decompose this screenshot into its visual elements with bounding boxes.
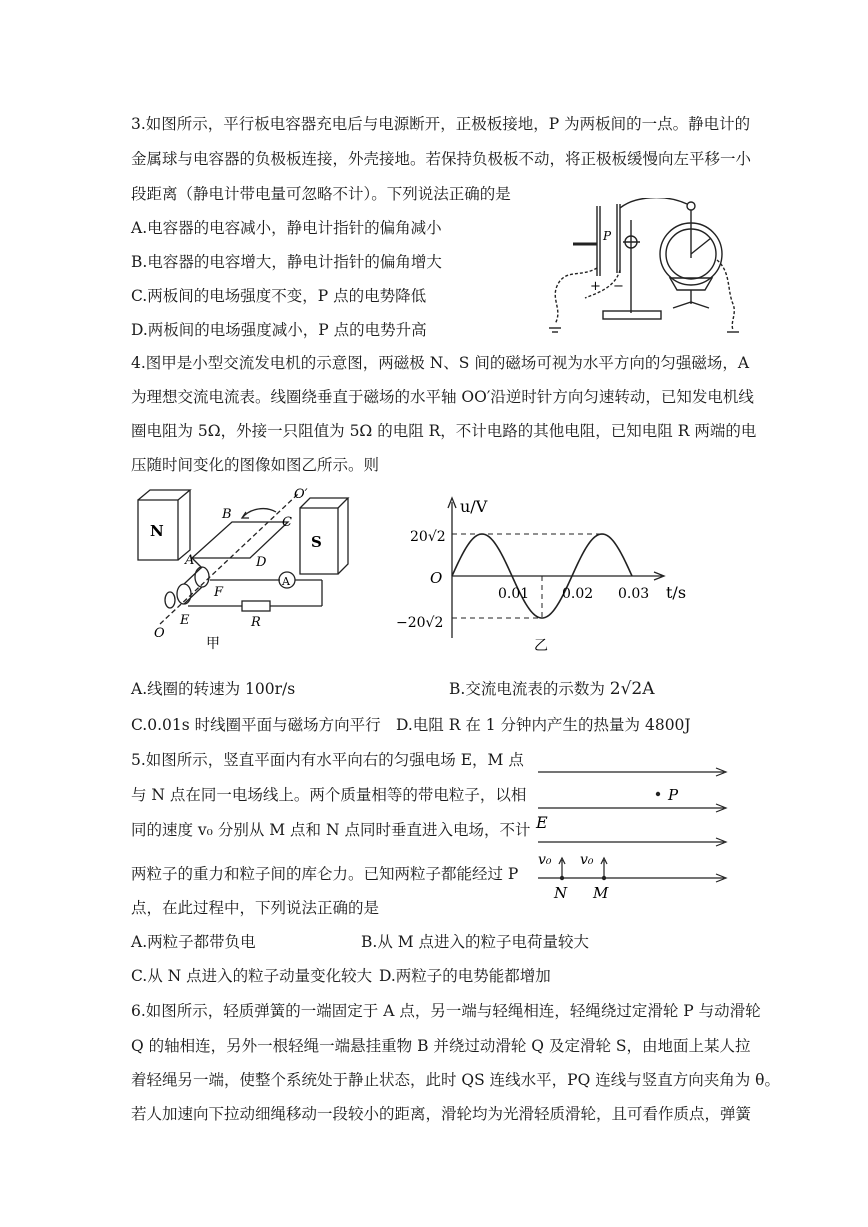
q3-plus-sign: +: [590, 279, 601, 294]
q3-point-p: P: [603, 229, 612, 243]
q4-line-1: 4.图甲是小型交流发电机的示意图，两磁极 N、S 间的磁场可视为水平方向的匀强磁场，A: [131, 354, 750, 372]
q4-line-4: 压随时间变化的图像如图乙所示。则: [131, 456, 380, 474]
q5-option-a: A.两粒子都带负电: [131, 933, 256, 951]
q5-option-d: D.两粒子的电势能都增加: [379, 967, 551, 985]
q4-option-a: A.线圈的转速为 100r/s: [131, 680, 296, 698]
q4-line-3: 圈电阻为 5Ω，外接一只阻值为 5Ω 的电阻 R，不计电路的其他电阻，已知电阻 R 两端的电: [131, 422, 757, 440]
q4-option-b: [449, 679, 655, 699]
axis-o-prime-label: O′: [294, 487, 308, 502]
q3-line-2: 金属球与电容器的负极板连接，外壳接地。若保持负极板不动，将正极板缓慢向左平移一小: [131, 150, 752, 168]
q4-option-b-value: 2√2A: [609, 679, 655, 699]
velocity-n-label: v₀: [538, 852, 552, 868]
q5-line-3: 同的速度 v₀ 分别从 M 点和 N 点同时垂直进入电场，不计: [131, 821, 531, 839]
brush-e-label: E: [180, 613, 190, 628]
velocity-m-label: v₀: [580, 852, 594, 868]
coil-c-label: C: [282, 515, 292, 530]
x-tick-3: 0.03: [618, 586, 650, 602]
q5-line-4: 两粒子的重力和粒子间的库仑力。已知两粒子都能经过 P: [131, 865, 519, 883]
point-m-label: M: [593, 884, 609, 902]
point-p-label: P: [668, 786, 679, 804]
q3-line-3: 段距离（静电计带电量可忽略不计）。下列说法正确的是: [131, 185, 511, 203]
point-n-label: N: [554, 884, 568, 902]
q5-option-c: C.从 N 点进入的粒子动量变化较大: [131, 967, 373, 985]
q6-line-3: 着轻绳另一端，使整个系统处于静止状态，此时 QS 连线水平，PQ 连线与竖直方向夹角为 θ。: [131, 1071, 781, 1089]
q6-line-1: 6.如图所示，轻质弹簧的一端固定于 A 点，另一端与轻绳相连，轻绳绕过定滑轮 P 与动滑轮: [131, 1002, 761, 1020]
q5-line-2: 与 N 点在同一电场线上。两个质量相等的带电粒子，以相: [131, 786, 527, 804]
figure-yi-caption: 乙: [534, 638, 548, 654]
coil-d-label: D: [256, 555, 267, 570]
q6-line-2: Q 的轴相连，另外一根轻绳一端悬挂重物 B 并绕过动滑轮 Q 及定滑轮 S，由地面上某人拉: [131, 1037, 751, 1055]
q4-option-d: D.电阻 R 在 1 分钟内产生的热量为 4800J: [396, 716, 691, 734]
axis-o-label: O: [154, 626, 165, 641]
y-axis-label: u/V: [460, 497, 488, 516]
y-tick-bottom: −20√2: [396, 615, 444, 631]
coil-b-label: B: [222, 507, 232, 522]
resistor-r-label: R: [251, 615, 261, 630]
ammeter-label: A: [282, 575, 290, 588]
coil-a-label: A: [185, 553, 195, 568]
q3-figure: [545, 198, 745, 338]
origin-label: O: [430, 569, 443, 587]
q3-option-b: B.电容器的电容增大，静电计指针的偏角增大: [131, 253, 442, 271]
magnet-s-label: S: [311, 533, 322, 551]
q3-minus-sign: −: [613, 279, 624, 294]
q5-line-5: 点，在此过程中，下列说法正确的是: [131, 899, 380, 917]
q4-option-c: C.0.01s 时线圈平面与磁场方向平行: [131, 716, 381, 734]
q4-line-2: 为理想交流电流表。线圈绕垂直于磁场的水平轴 OO′沿逆时针方向匀速转动，已知发电机线: [131, 388, 754, 406]
q3-line-1: 3.如图所示，平行板电容器充电后与电源断开，正极板接地，P 为两板间的一点。静电计的: [131, 115, 751, 133]
x-tick-2: 0.02: [562, 586, 594, 602]
y-tick-top: 20√2: [410, 529, 446, 545]
q5-option-b: B.从 M 点进入的粒子电荷量较大: [361, 933, 590, 951]
q3-option-d: D.两板间的电场强度减小，P 点的电势升高: [131, 321, 427, 339]
q4-option-b-text: B.交流电流表的示数为: [449, 680, 610, 698]
field-e-label: E: [536, 813, 548, 832]
figure-jia-caption: 甲: [206, 636, 220, 652]
magnet-n-label: N: [150, 522, 164, 540]
voltage-chart: [390, 488, 700, 658]
q5-line-1: 5.如图所示，竖直平面内有水平向右的匀强电场 E，M 点: [131, 751, 524, 769]
x-tick-1: 0.01: [498, 586, 530, 602]
field-figure: [530, 758, 735, 903]
x-axis-label: t/s: [666, 583, 687, 602]
q3-option-a: A.电容器的电容减小，静电计指针的偏角减小: [131, 219, 442, 237]
q6-line-4: 若人加速向下拉动细绳移动一段较小的距离，滑轮均为光滑轻质滑轮，且可看作质点，弹簧: [131, 1105, 752, 1123]
q3-option-c: C.两板间的电场强度不变，P 点的电势降低: [131, 287, 427, 305]
brush-f-label: F: [214, 585, 224, 600]
generator-figure: [130, 482, 355, 652]
